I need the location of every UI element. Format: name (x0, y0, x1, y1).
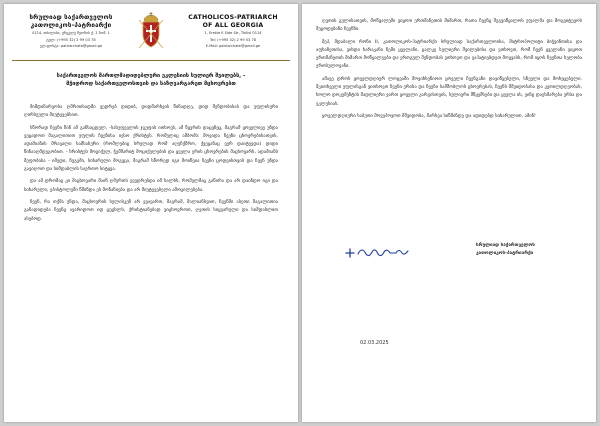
signatory-line-2: კათოლიკოს-პატრიარქი (476, 251, 534, 256)
letterhead-georgian-address-1: 0114, თბილისი, ერეკლე მეორის ქ. 1 ნომ. 1 (32, 31, 110, 35)
patriarchate-emblem-icon (135, 10, 167, 50)
letterhead-english-title-2: OF ALL GEORGIA (202, 21, 264, 29)
paragraph: ყოველდღიური საბუთი მოვუპოვოთ მშვიდობა, მარხვა სიწმინდე და ადიდებდ სიხარულით, ამინ! (322, 113, 536, 119)
paragraph: მეპ, მდაბალი რონი II, კათოლიკოს-პატრიარქი სრულიად საქართველოისა, მიტროპოლიტი ბიჭვინთისა და აფხაზეთისა, ვიხდი ხარაკანი ჩემი ყველანი, ცალკე სულიერი შვილებისა და ვთხოვთ, რომ ჩვენ ყველანი ვიყოთ ერთმანეთის მიმართ მოწყალეები და ერთგულ შენდობას ვთხოვთ და ვაპატიებდეთ მოყვასს, რომ იყოს ჩვენთა ხელობა ერთსულოვანი. (316, 39, 582, 70)
letter-heading-line-2: მჭიდროდ საქართველოსთვის და საზღვარგარეთ მცხოვრებთ (66, 81, 236, 87)
signatory-block (476, 242, 586, 258)
letterhead-english-address-2: Tel: (+995 32) 2 99 03 78 (209, 37, 257, 42)
paragraph: სწორად ჩვენი წინ ამ განსაცდელ, -სასუფევლის ჯგუფის ითხოვს, ამ წყვრის დაცვზეც, მაგრამ ყოველივე უნდა ვეცადოთ მაგალითით უფლის ჩვენისა იესო ქრისტეს. რომელიც ამბობს: მოვიდა ჩვენი ცხოვრებისათვის. ადამიანის მრავალი სამსახური (რომლებიც სრულად რომ აღუჩქმრო, ქვეყანაც ვერ დაიტევდა) დიდი წინააღმდეგობით. - ხრისტეს მოციქულ, ჭეშმარიტ მოციქულების და ყველა ერის ცხოვრების მაცხოვარს, ადამიანს მეფობისა - იმედი, ნუგეში, სიხარული მოგვცა, მაგრამ სწორედ იგი მოიწვია ჩვენი ცოდვისთვის და ჩვენ უნდა გავიღოთ და სიმდაბლის საერთო სიტყვა. (24, 125, 278, 173)
letterhead-divider (12, 60, 290, 61)
letterhead (4, 10, 298, 62)
letterhead-english-address-1: 1, Erekle II Side Str, Tbilisi 0114 (204, 31, 262, 35)
letterhead-english-title-1: CATHOLICOS-PATRIARCH (188, 14, 278, 21)
paragraph: და ამ დრომაც კი მაცხოვარი მაინ ღმერთს ევედრებდა იმ ხალხს, რომელმაც გაწირა და არ დაინდო იგი და სიხარული, ეპისტოლეში წმინდა ეს მონანიება და არ მიუტევებელი ამოცილებება. (24, 179, 278, 193)
letter-heading-line-1: საქართველოს მართლმადიდებლური ეკლესიის სულიერ შვილებს, - (56, 73, 246, 79)
letterhead-georgian-address-2: ტელ: (+995 32) 2 99 03 78 (46, 37, 96, 42)
paragraph: მიმდინარეობა ღმრთისადმი ვედრებ დიდიბ, დიდმარხვის წინადღე, დიდ შენდობისას და უფლისური ღირსეული მიუტევებსით. (24, 105, 278, 119)
letter-body-page-1 (24, 104, 278, 228)
letter-heading (24, 72, 278, 88)
letterhead-georgian-address-3: ელ.ფოსტა: patriarchate@gmail.ge (39, 44, 103, 49)
letter-page-1 (4, 4, 298, 422)
letter-date: 02.03.2025 (360, 340, 389, 346)
letterhead-english-address-3: E-Mail: patriarchate@gmail.ge (205, 44, 261, 49)
paragraph: ჩვენ, რა თქმა უნდა, მაცხოვრის სულისკენ არ ვვავართ, მაგრამ, მალიანსვით, ჩვენში ასეთი მაგალითია განადიდება ჩვენც ავარიდოთ იდ ცეცხლს, ქრისტიანებად ვიცხოვროთ, ღვთის სიყვარული და სიმდაბლით ასებოდ. (24, 199, 278, 222)
handwritten-signature (342, 240, 412, 264)
letterhead-georgian (12, 14, 130, 49)
letterhead-georgian-title-1: სრულიად საქართველოს (29, 14, 113, 21)
paragraph: ამავე დროს ყოველდღიურ ლოცვაში მოვიხსენიოთ ყოველი ჩვენგანი დავიწყებული, სნეული და მოხუცებული. მკითხველი უფლისგან ვითხოვთ ჩვენი ერისა და ჩვენი სამშობლოს ცხოვრებას, ჩვენს მშვიდობასა და კეთილდღეობას, ხოლო დოკუმენტის მადლიერი ვართ ყოველი კარგისთვის, სულიერი მწყემსები და ყველა ის, ვინც დაეხმარება ერსა და ეკლესიას. (316, 76, 582, 107)
letterhead-english (174, 14, 292, 49)
letterhead-georgian-title-2: კათოლიკოს-პატრიარქი (30, 21, 112, 29)
letter-body-page-2 (316, 18, 582, 125)
signatory-line-1: სრულიად საქართველოს (476, 243, 535, 248)
paragraph: ღვთის გულისათვის, მოწყალეში ვიყოთ ერთმანეთის მიმართ, რათა ჩვენც შეგვიწყალოს უფალმა და მოგვიტევოს შეცოდებანი ჩვენნი. (316, 19, 582, 33)
letter-page-2 (302, 4, 596, 422)
